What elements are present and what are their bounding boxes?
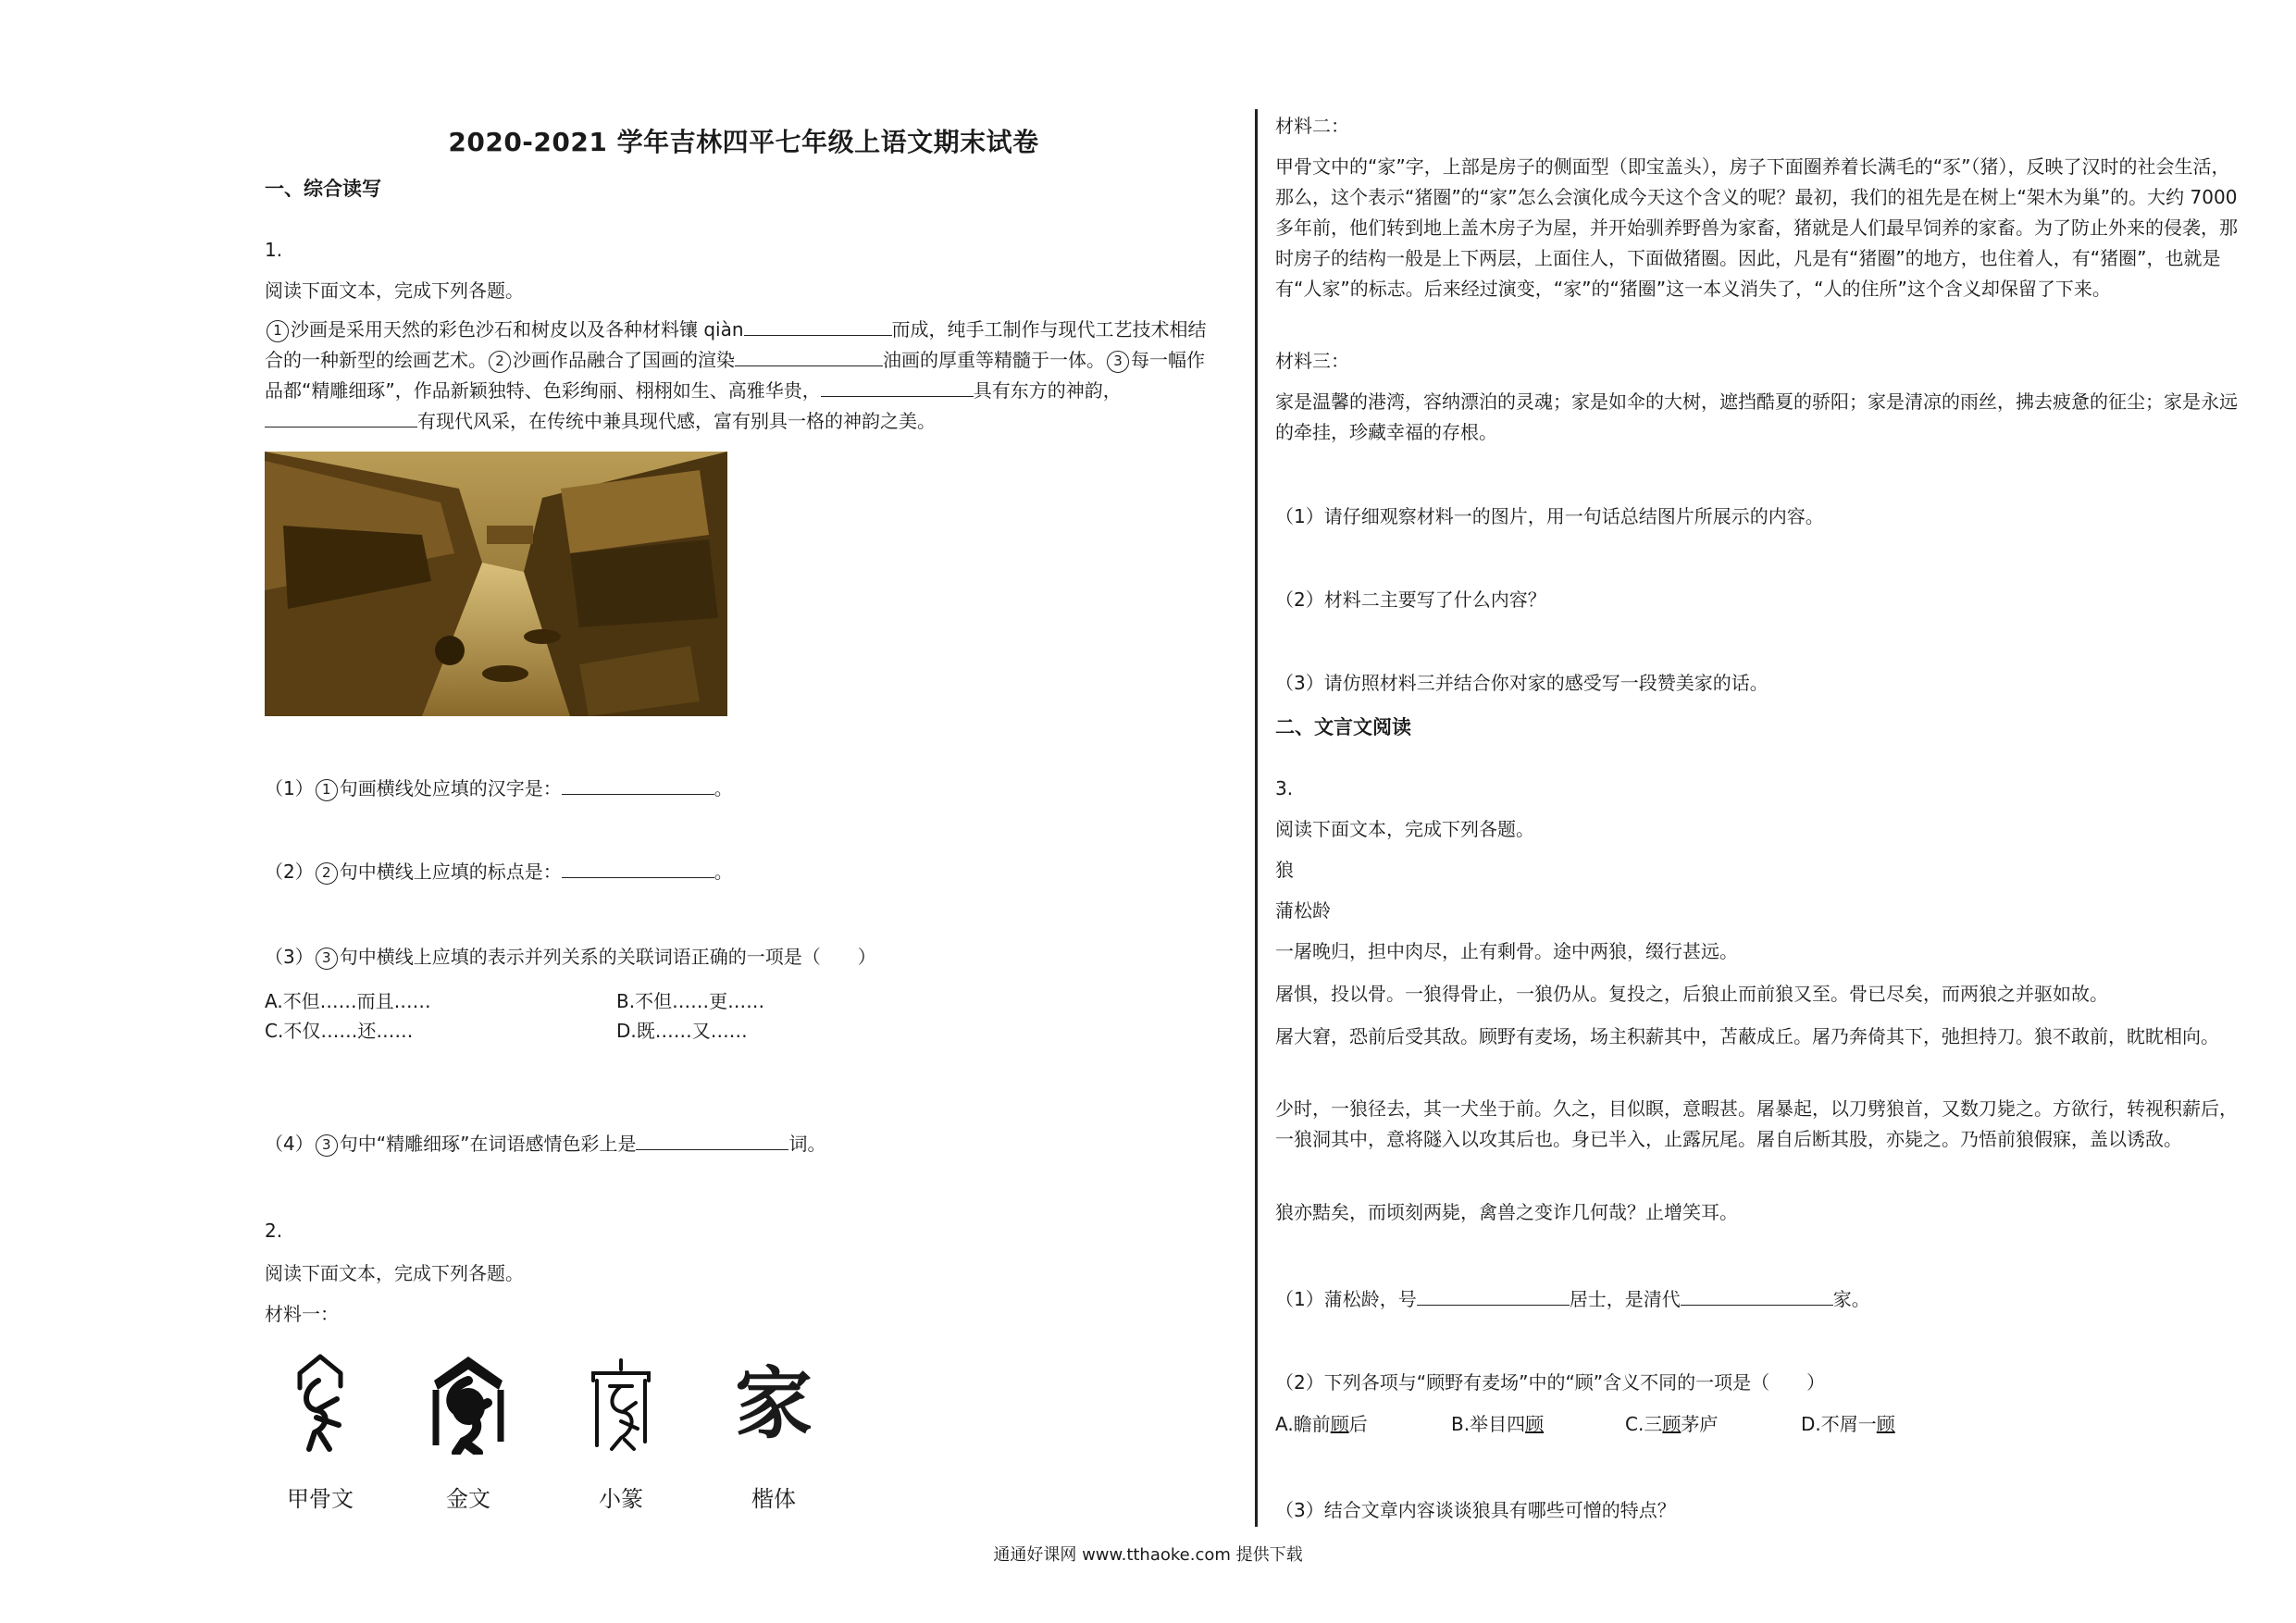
circled-number: 2 bbox=[316, 862, 338, 885]
q1-option-a[interactable]: A.不但……而且…… bbox=[265, 990, 431, 1012]
q3-paragraph-1: 一屠晚归，担中肉尽，止有剩骨。途中两狼，缀行甚远。 bbox=[1275, 940, 1738, 962]
fill-blank[interactable] bbox=[265, 406, 417, 427]
kaiti-jia-icon: 家 bbox=[734, 1357, 813, 1449]
q3-option-b[interactable]: B.举目四顾 bbox=[1451, 1413, 1545, 1435]
q2-sub2: （2）材料二主要写了什么内容？ bbox=[1275, 588, 1546, 611]
fill-blank[interactable] bbox=[744, 315, 892, 336]
q3-paragraph-2: 屠惧，投以骨。一狼得骨止，一狼仍从。复投之，后狼止而前狼又至。骨已尽矣，而两狼之并驱如故。 bbox=[1275, 983, 2108, 1005]
q1-option-c[interactable]: C.不仅……还…… bbox=[265, 1020, 414, 1042]
q3-option-d[interactable]: D.不屑一顾 bbox=[1801, 1413, 1895, 1435]
oracle-bone-jia-icon bbox=[283, 1353, 357, 1455]
glyph-regular-script bbox=[718, 1353, 829, 1513]
fill-blank[interactable] bbox=[562, 774, 714, 795]
fill-blank[interactable] bbox=[1681, 1284, 1833, 1306]
q2-material-2-text: 甲骨文中的“家”字，上部是房子的侧面型（即宝盖头），房子下面圈养着长满毛的“豕”（猪），反映了汉时的社会生活，那么，这个表示“猪圈”的“家”怎么会演化成今天这个含义的呢？最初，我们的祖先是在树上“架木为巢”的。大约 7000 多年前，他们转到地上盖木房子为屋，并开始驯养野兽为家畜，猪就是人们最早饲养的家畜。为了防止外来的侵袭，那时房子的结构一般是上下两层，上面住人，下面做猪圈。因此，凡是有“猪圈”的地方，也住着人，有“猪圈”，也就是有“人家”的标志。后来经过演变，“家”的“猪圈”这一本义消失了，“人的住所”这个含义却保留了下来。 bbox=[1275, 155, 2238, 300]
glyph-label: 金文 bbox=[446, 1486, 490, 1512]
q3-option-c[interactable]: C.三顾茅庐 bbox=[1625, 1413, 1719, 1435]
small-seal-jia-icon bbox=[584, 1353, 658, 1455]
circled-number: 3 bbox=[316, 1134, 338, 1157]
q1-sub3: （3） 3 句中横线上应填的表示并列关系的关联词语正确的一项是（ ） bbox=[265, 946, 876, 968]
glyph-label: 楷体 bbox=[751, 1486, 796, 1512]
q3-number: 3. bbox=[1275, 777, 1294, 799]
section-heading-1: 一、综合读写 bbox=[265, 178, 381, 200]
q3-instruction: 阅读下面文本，完成下列各题。 bbox=[1275, 818, 1534, 840]
q3-option-a[interactable]: A.瞻前顾后 bbox=[1275, 1413, 1368, 1435]
q2-number: 2. bbox=[265, 1220, 283, 1242]
sand-painting-image bbox=[265, 452, 727, 716]
fill-blank[interactable] bbox=[562, 857, 714, 878]
circled-number: 2 bbox=[489, 351, 511, 373]
q1-sub1: （1） 1 句画横线处应填的汉字是： 。 bbox=[265, 774, 733, 803]
fill-blank[interactable] bbox=[1417, 1284, 1570, 1306]
fill-blank[interactable] bbox=[821, 376, 974, 397]
page-title: 2020-2021 学年吉林四平七年级上语文期末试卷 bbox=[448, 127, 1039, 157]
q2-material-3-text: 家是温馨的港湾，容纳漂泊的灵魂；家是如伞的大树，遮挡酷夏的骄阳；家是清凉的雨丝，拂去疲惫的征尘；家是永远的牵挂，珍藏幸福的存根。 bbox=[1275, 390, 2238, 443]
circled-number: 3 bbox=[316, 948, 338, 970]
bronze-jia-icon bbox=[427, 1353, 510, 1455]
q1-sub2: （2） 2 句中横线上应填的标点是： 。 bbox=[265, 857, 733, 886]
q2-material-3-label: 材料三： bbox=[1275, 350, 1349, 372]
q2-sub1: （1）请仔细观察材料一的图片，用一句话总结图片所展示的内容。 bbox=[1275, 505, 1824, 527]
circled-number: 3 bbox=[1107, 351, 1129, 373]
q2-material-1-label: 材料一： bbox=[265, 1303, 339, 1325]
glyph-oracle-bone bbox=[265, 1353, 376, 1513]
q1-option-d[interactable]: D.既……又…… bbox=[616, 1020, 748, 1042]
q2-material-2-label: 材料二： bbox=[1275, 115, 1349, 137]
q3-text-title: 狼 bbox=[1275, 859, 1294, 881]
q1-instruction: 阅读下面文本，完成下列各题。 bbox=[265, 279, 524, 302]
q3-paragraph-3: 屠大窘，恐前后受其敌。顾野有麦场，场主积薪其中，苫蔽成丘。屠乃奔倚其下，弛担持刀。狼不敢前，眈眈相向。 bbox=[1275, 1025, 2219, 1047]
q3-paragraph-5: 狼亦黠矣，而顷刻两毙，禽兽之变诈几何哉？止增笑耳。 bbox=[1275, 1201, 1738, 1223]
glyph-bronze bbox=[413, 1353, 524, 1513]
column-divider bbox=[1255, 109, 1258, 1527]
glyph-label: 小篆 bbox=[599, 1486, 643, 1512]
fill-blank[interactable] bbox=[735, 345, 883, 366]
q3-sub3: （3）结合文章内容谈谈狼具有哪些可憎的特点？ bbox=[1275, 1499, 1676, 1521]
section-heading-2: 二、文言文阅读 bbox=[1275, 716, 1411, 738]
q2-instruction: 阅读下面文本，完成下列各题。 bbox=[265, 1262, 524, 1284]
fill-blank[interactable] bbox=[636, 1129, 788, 1150]
q1-passage: 1 沙画是采用天然的彩色沙石和树皮以及各种材料镶 qiàn 而成，纯手工制作与现代工艺技术相结合的一种新型的绘画艺术。 2 沙画作品融合了国画的渲染 油画的厚重等精髓于一体。 3 每一幅作品都“精雕细琢”，作品新颖独特、色彩绚丽、栩栩如生、高雅华贵， 具有东方的神韵，有现代风采，在传统中兼具现代感，富有别具一格的神韵之美。 bbox=[265, 315, 1222, 437]
glyph-small-seal bbox=[565, 1353, 676, 1513]
q2-sub3: （3）请仿照材料三并结合你对家的感受写一段赞美家的话。 bbox=[1275, 672, 1769, 694]
q3-text-author: 蒲松龄 bbox=[1275, 899, 1331, 922]
q1-option-b[interactable]: B.不但……更…… bbox=[616, 990, 765, 1012]
glyph-label: 甲骨文 bbox=[287, 1486, 354, 1512]
q3-paragraph-4: 少时，一狼径去，其一犬坐于前。久之，目似瞑，意暇甚。屠暴起，以刀劈狼首，又数刀毙之。方欲行，转视积薪后，一狼洞其中，意将隧入以攻其后也。身已半入，止露尻尾。屠自后断其股，亦毙之。乃悟前狼假寐，盖以诱敌。 bbox=[1275, 1097, 2238, 1150]
q3-sub2: （2）下列各项与“顾野有麦场”中的“顾”含义不同的一项是（ ） bbox=[1275, 1371, 1826, 1394]
q1-sub4: （4） 3 句中“精雕细琢”在词语感情色彩上是 词。 bbox=[265, 1129, 825, 1158]
q3-sub1: （1）蒲松龄，号 居士，是清代 家。 bbox=[1275, 1284, 1870, 1314]
circled-number: 1 bbox=[316, 779, 338, 801]
q1-number: 1. bbox=[265, 239, 283, 261]
circled-number: 1 bbox=[267, 320, 289, 342]
page-footer: 通通好课网 www.tthaoke.com 提供下载 bbox=[993, 1545, 1303, 1565]
